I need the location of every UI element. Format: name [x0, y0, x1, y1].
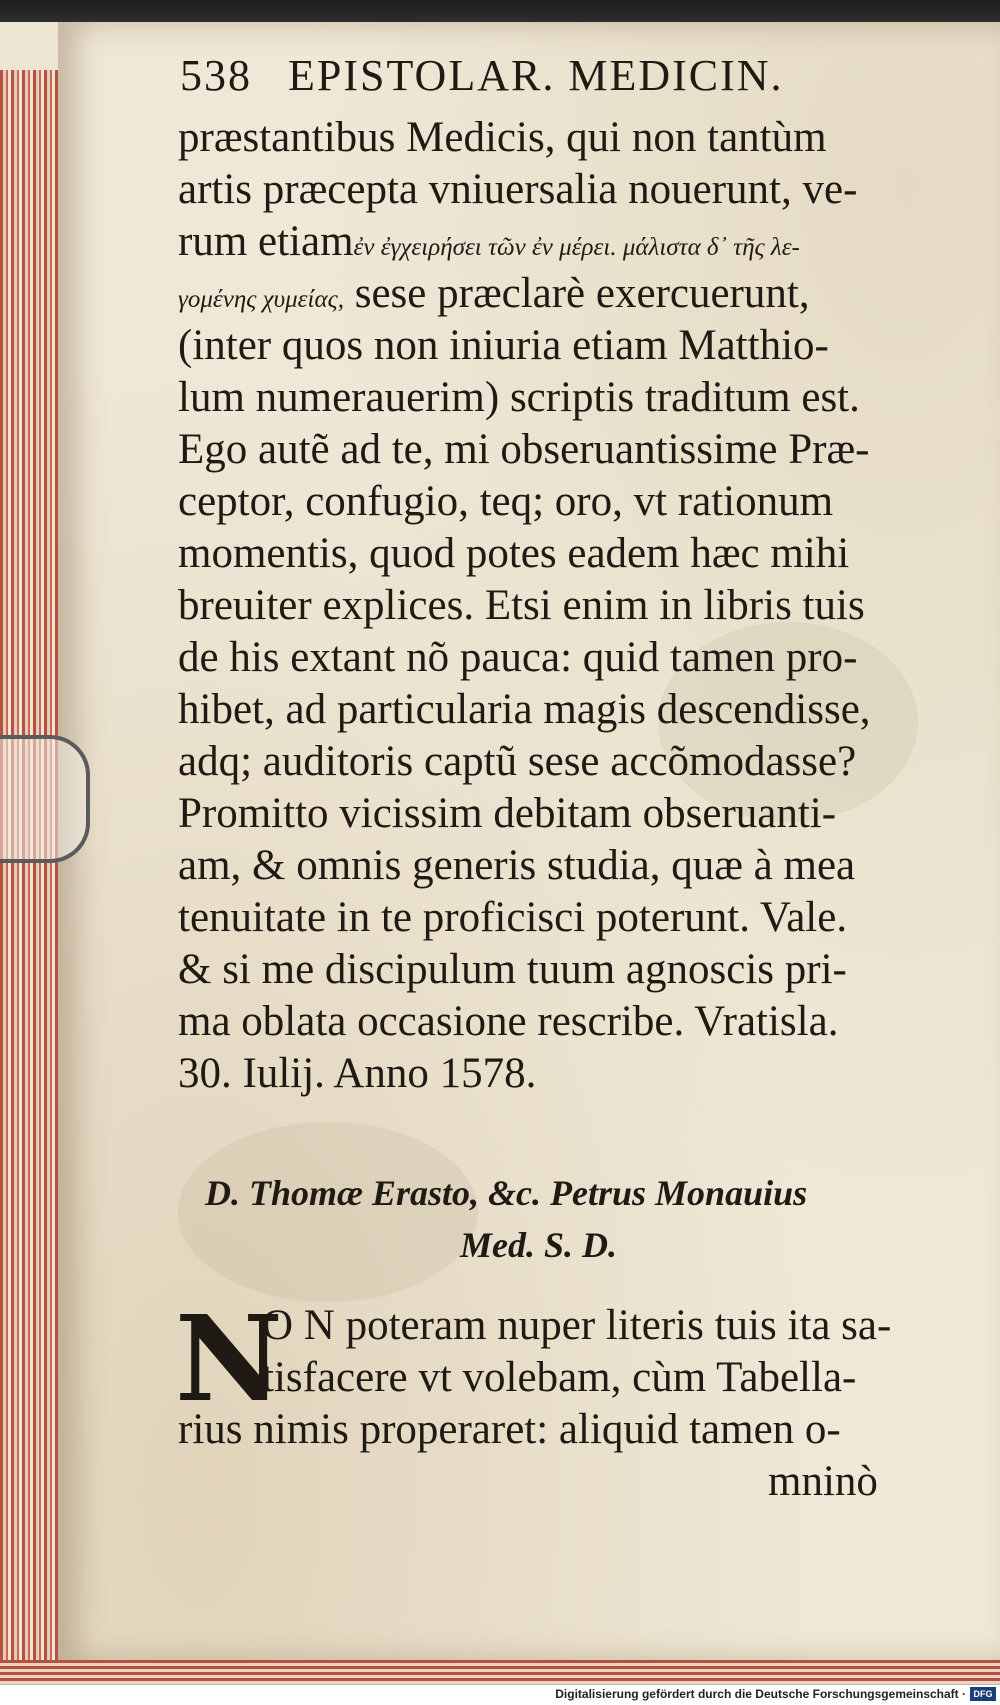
page-number: 538	[180, 51, 252, 100]
running-header	[180, 50, 784, 101]
text-segment: rum etiam	[178, 218, 354, 265]
text-line: & si me discipulum tuum agnoscis pri-	[178, 946, 847, 993]
text-line: adq; auditoris captũ sese accõmodasse?	[178, 738, 857, 785]
text-line: Promitto vicissim debitam obseruanti-	[178, 790, 837, 837]
digitization-footer	[0, 1684, 1000, 1705]
text-line: breuiter explices. Etsi enim in libris tuis	[178, 582, 865, 629]
text-line: lum numerauerim) scriptis traditum est.	[178, 374, 860, 421]
text-line: 30. Iulij. Anno 1578.	[178, 1050, 537, 1097]
footer-credit: Digitalisierung gefördert durch die Deutsche Forschungsgemeinschaft ·	[555, 1687, 966, 1701]
dfg-logo: DFG	[970, 1687, 996, 1701]
greek-text: γομένης χυμείας,	[178, 286, 344, 313]
text-line: artis præcepta vniuersalia nouerunt, ve-	[178, 166, 858, 213]
text-line	[178, 268, 810, 326]
text-line: Ego autẽ ad te, mi obseruantissime Præ-	[178, 426, 870, 473]
text-line: rius nimis properaret: aliquid tamen o-	[178, 1406, 841, 1453]
text-line: momentis, quod potes eadem hæc mihi	[178, 530, 850, 577]
drop-cap: N	[175, 1289, 283, 1428]
catchword: mninò	[768, 1458, 878, 1505]
text-line: præstantibus Medicis, qui non tantùm	[178, 114, 827, 161]
text-line: am, & omnis generis studia, quæ à mea	[178, 842, 856, 889]
text-line: tenuitate in te proficisci poterunt. Vale.	[178, 894, 848, 941]
running-title: EPISTOLAR. MEDICIN.	[288, 51, 784, 100]
text-line: hibet, ad particularia magis descendisse,	[178, 686, 871, 733]
text-line	[178, 216, 800, 274]
text-line: (inter quos non iniuria etiam Matthio-	[178, 322, 829, 369]
text-line: ceptor, confugio, teq; oro, vt rationum	[178, 478, 834, 525]
letter-heading: D. Thomæ Erasto, &c. Petrus Monauius	[205, 1173, 808, 1213]
text-segment: sese præclarè exercuerunt,	[343, 270, 810, 317]
text-line: tisfacere vt volebam, cùm Tabella-	[262, 1354, 857, 1401]
text-line: de his extant nõ pauca: quid tamen pro-	[178, 634, 858, 681]
text-line: O N poteram nuper literis tuis ita sa-	[262, 1302, 892, 1349]
letter-heading-sub: Med. S. D.	[460, 1225, 618, 1265]
greek-text: ἐν ἐγχειρήσει τῶν ἐν μέρει. μάλιστα δ᾽ τῆς λε-	[353, 234, 800, 261]
text-line: ma oblata occasione rescribe. Vratisla.	[178, 998, 839, 1045]
